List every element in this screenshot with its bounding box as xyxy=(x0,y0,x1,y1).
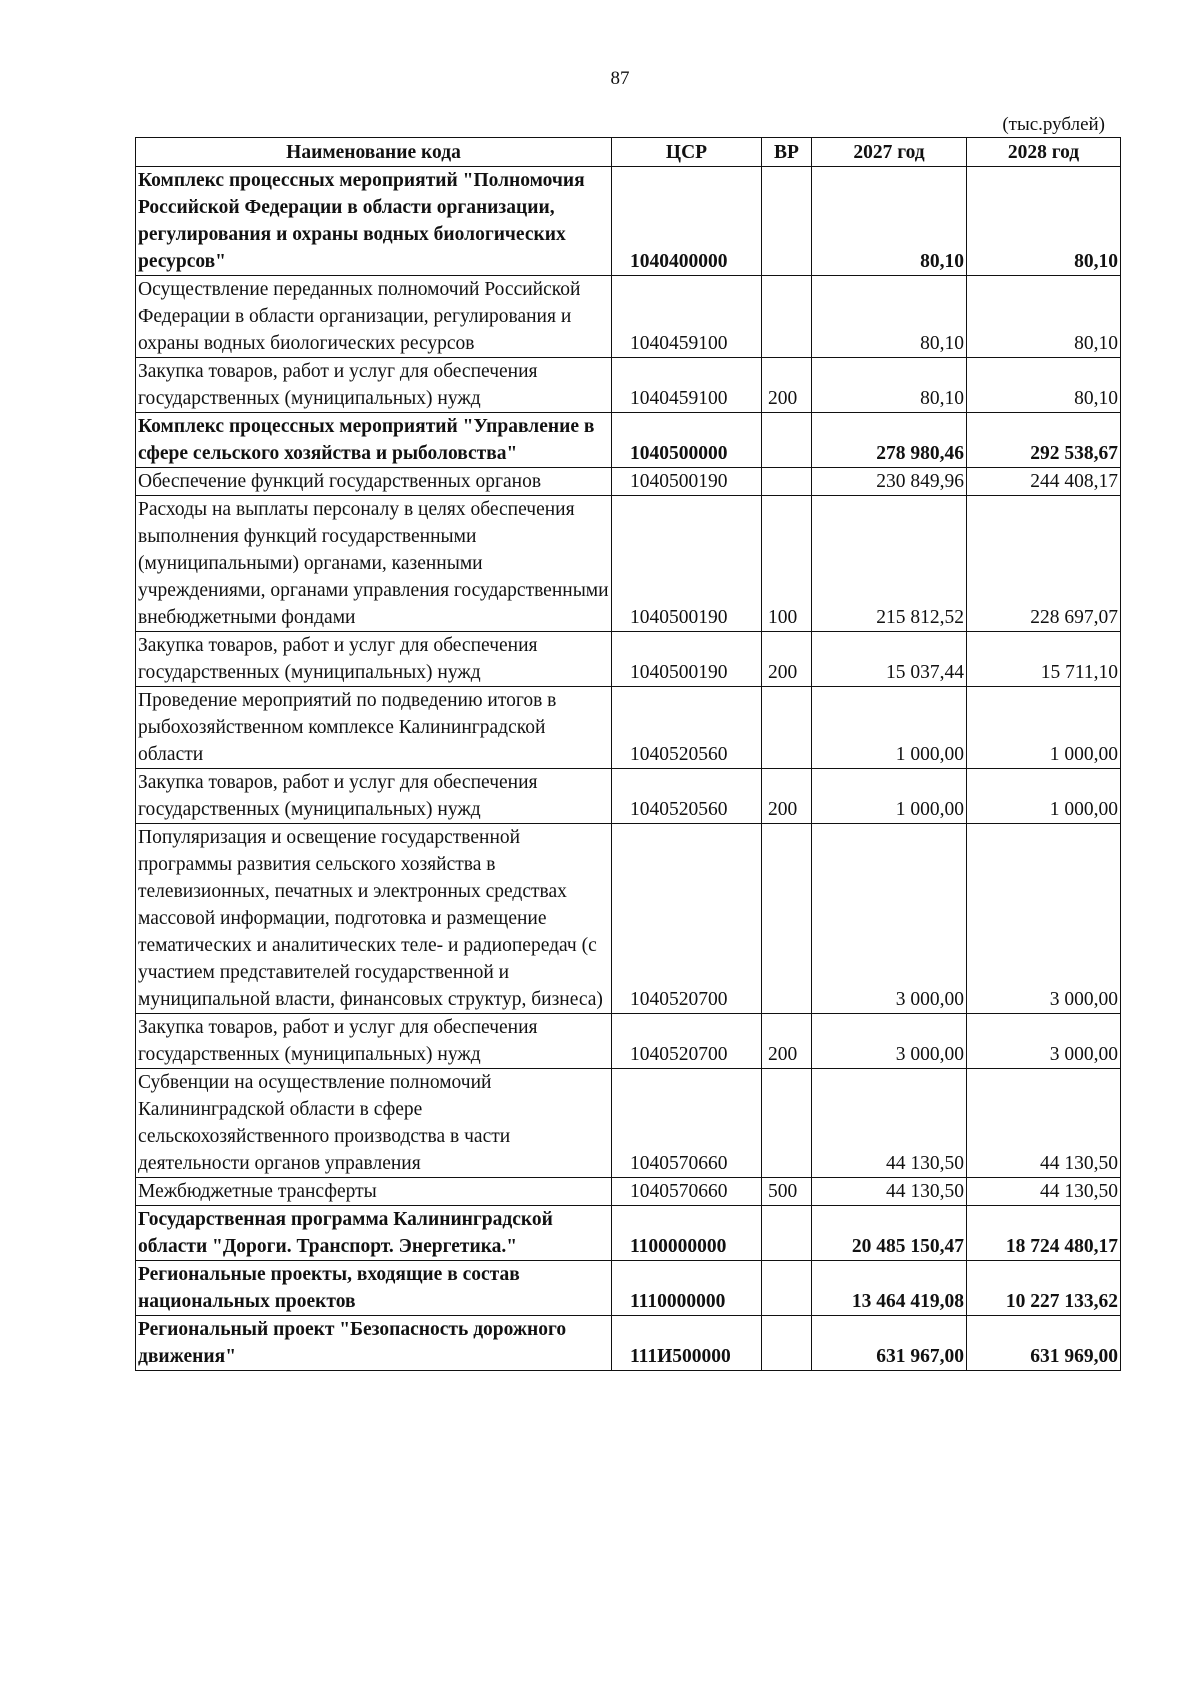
page-number: 87 xyxy=(610,68,630,89)
cell-2028: 292 538,67 xyxy=(967,413,1121,468)
cell-vr: 100 xyxy=(762,496,812,632)
cell-name: Закупка товаров, работ и услуг для обеспечения государственных (муниципальных) нужд xyxy=(136,632,612,687)
table-row xyxy=(136,824,1121,1014)
cell-2027: 80,10 xyxy=(812,276,967,358)
cell-vr xyxy=(762,1316,812,1371)
cell-vr: 200 xyxy=(762,1014,812,1069)
cell-csr: 1040520560 xyxy=(612,687,762,769)
table-row xyxy=(136,468,1121,496)
column-header-2028: 2028 год xyxy=(967,138,1121,167)
cell-2028: 18 724 480,17 xyxy=(967,1206,1121,1261)
cell-vr xyxy=(762,1261,812,1316)
cell-vr xyxy=(762,413,812,468)
cell-2028: 10 227 133,62 xyxy=(967,1261,1121,1316)
table-row xyxy=(136,358,1121,413)
cell-name: Популяризация и освещение государственной программы развития сельского хозяйства в телевизионных, печатных и электронных средствах массовой информации, подготовка и размещение тематических и аналитических теле- и радиопередач (с участием представителей государственной и муниципальной власти, финансовых структур, бизнеса) xyxy=(136,824,612,1014)
cell-2028: 80,10 xyxy=(967,167,1121,276)
table-row xyxy=(136,1178,1121,1206)
cell-2028: 3 000,00 xyxy=(967,824,1121,1014)
cell-csr: 1110000000 xyxy=(612,1261,762,1316)
cell-csr: 1040459100 xyxy=(612,276,762,358)
cell-csr: 1040570660 xyxy=(612,1069,762,1178)
table-row xyxy=(136,769,1121,824)
cell-2028: 80,10 xyxy=(967,276,1121,358)
cell-2028: 631 969,00 xyxy=(967,1316,1121,1371)
cell-name: Субвенции на осуществление полномочий Калининградской области в сфере сельскохозяйственного производства в части деятельности органов управления xyxy=(136,1069,612,1178)
table-body xyxy=(136,167,1121,1371)
cell-name: Осуществление переданных полномочий Российской Федерации в области организации, регулирования и охраны водных биологических ресурсов xyxy=(136,276,612,358)
cell-2027: 230 849,96 xyxy=(812,468,967,496)
cell-name: Расходы на выплаты персоналу в целях обеспечения выполнения функций государственными (муниципальными) органами, казенными учреждениями, органами управления государственными внебюджетными фондами xyxy=(136,496,612,632)
cell-name: Государственная программа Калининградской области "Дороги. Транспорт. Энергетика." xyxy=(136,1206,612,1261)
cell-name: Закупка товаров, работ и услуг для обеспечения государственных (муниципальных) нужд xyxy=(136,1014,612,1069)
cell-2027: 80,10 xyxy=(812,167,967,276)
table-header-row xyxy=(136,138,1121,167)
table-row xyxy=(136,1206,1121,1261)
cell-csr: 1040500190 xyxy=(612,468,762,496)
cell-2028: 80,10 xyxy=(967,358,1121,413)
column-header-name: Наименование кода xyxy=(136,138,612,167)
units-label: (тыс.рублей) xyxy=(1002,114,1105,135)
cell-2027: 20 485 150,47 xyxy=(812,1206,967,1261)
cell-name: Комплекс процессных мероприятий "Полномочия Российской Федерации в области организации, регулирования и охраны водных биологических ресурсов" xyxy=(136,167,612,276)
table-row xyxy=(136,276,1121,358)
cell-2027: 15 037,44 xyxy=(812,632,967,687)
cell-2027: 3 000,00 xyxy=(812,1014,967,1069)
cell-vr: 200 xyxy=(762,769,812,824)
cell-2027: 80,10 xyxy=(812,358,967,413)
cell-2028: 15 711,10 xyxy=(967,632,1121,687)
cell-2028: 1 000,00 xyxy=(967,687,1121,769)
cell-2027: 631 967,00 xyxy=(812,1316,967,1371)
table-row xyxy=(136,1261,1121,1316)
cell-csr: 1040459100 xyxy=(612,358,762,413)
cell-2028: 244 408,17 xyxy=(967,468,1121,496)
cell-vr: 200 xyxy=(762,358,812,413)
cell-name: Закупка товаров, работ и услуг для обеспечения государственных (муниципальных) нужд xyxy=(136,769,612,824)
cell-name: Межбюджетные трансферты xyxy=(136,1178,612,1206)
cell-csr: 1040520700 xyxy=(612,824,762,1014)
cell-csr: 1040520700 xyxy=(612,1014,762,1069)
cell-vr: 200 xyxy=(762,632,812,687)
cell-vr xyxy=(762,1069,812,1178)
table-row xyxy=(136,496,1121,632)
cell-name: Обеспечение функций государственных органов xyxy=(136,468,612,496)
cell-csr: 1040500190 xyxy=(612,632,762,687)
cell-2027: 3 000,00 xyxy=(812,824,967,1014)
cell-csr: 1040520560 xyxy=(612,769,762,824)
cell-name: Закупка товаров, работ и услуг для обеспечения государственных (муниципальных) нужд xyxy=(136,358,612,413)
cell-2027: 13 464 419,08 xyxy=(812,1261,967,1316)
column-header-vr: ВР xyxy=(762,138,812,167)
table-row xyxy=(136,1316,1121,1371)
cell-csr: 1040400000 xyxy=(612,167,762,276)
cell-csr: 1040500000 xyxy=(612,413,762,468)
cell-name: Проведение мероприятий по подведению итогов в рыбохозяйственном комплексе Калининградской области xyxy=(136,687,612,769)
budget-table xyxy=(135,137,1121,1371)
cell-vr xyxy=(762,167,812,276)
cell-vr xyxy=(762,824,812,1014)
cell-name: Региональные проекты, входящие в состав национальных проектов xyxy=(136,1261,612,1316)
cell-2028: 44 130,50 xyxy=(967,1178,1121,1206)
cell-2027: 44 130,50 xyxy=(812,1178,967,1206)
cell-vr xyxy=(762,1206,812,1261)
cell-2027: 44 130,50 xyxy=(812,1069,967,1178)
table-row xyxy=(136,1014,1121,1069)
cell-vr xyxy=(762,276,812,358)
cell-2028: 228 697,07 xyxy=(967,496,1121,632)
table-row xyxy=(136,687,1121,769)
table-row xyxy=(136,413,1121,468)
cell-2028: 1 000,00 xyxy=(967,769,1121,824)
cell-2027: 215 812,52 xyxy=(812,496,967,632)
cell-2028: 3 000,00 xyxy=(967,1014,1121,1069)
cell-2027: 1 000,00 xyxy=(812,769,967,824)
cell-csr: 1100000000 xyxy=(612,1206,762,1261)
cell-2027: 278 980,46 xyxy=(812,413,967,468)
cell-2027: 1 000,00 xyxy=(812,687,967,769)
column-header-csr: ЦСР xyxy=(612,138,762,167)
column-header-2027: 2027 год xyxy=(812,138,967,167)
cell-vr: 500 xyxy=(762,1178,812,1206)
table-row xyxy=(136,167,1121,276)
cell-2028: 44 130,50 xyxy=(967,1069,1121,1178)
cell-csr: 1040500190 xyxy=(612,496,762,632)
cell-name: Комплекс процессных мероприятий "Управление в сфере сельского хозяйства и рыболовства" xyxy=(136,413,612,468)
cell-vr xyxy=(762,468,812,496)
cell-name: Региональный проект "Безопасность дорожного движения" xyxy=(136,1316,612,1371)
table-row xyxy=(136,632,1121,687)
cell-csr: 111И500000 xyxy=(612,1316,762,1371)
cell-vr xyxy=(762,687,812,769)
table-row xyxy=(136,1069,1121,1178)
cell-csr: 1040570660 xyxy=(612,1178,762,1206)
